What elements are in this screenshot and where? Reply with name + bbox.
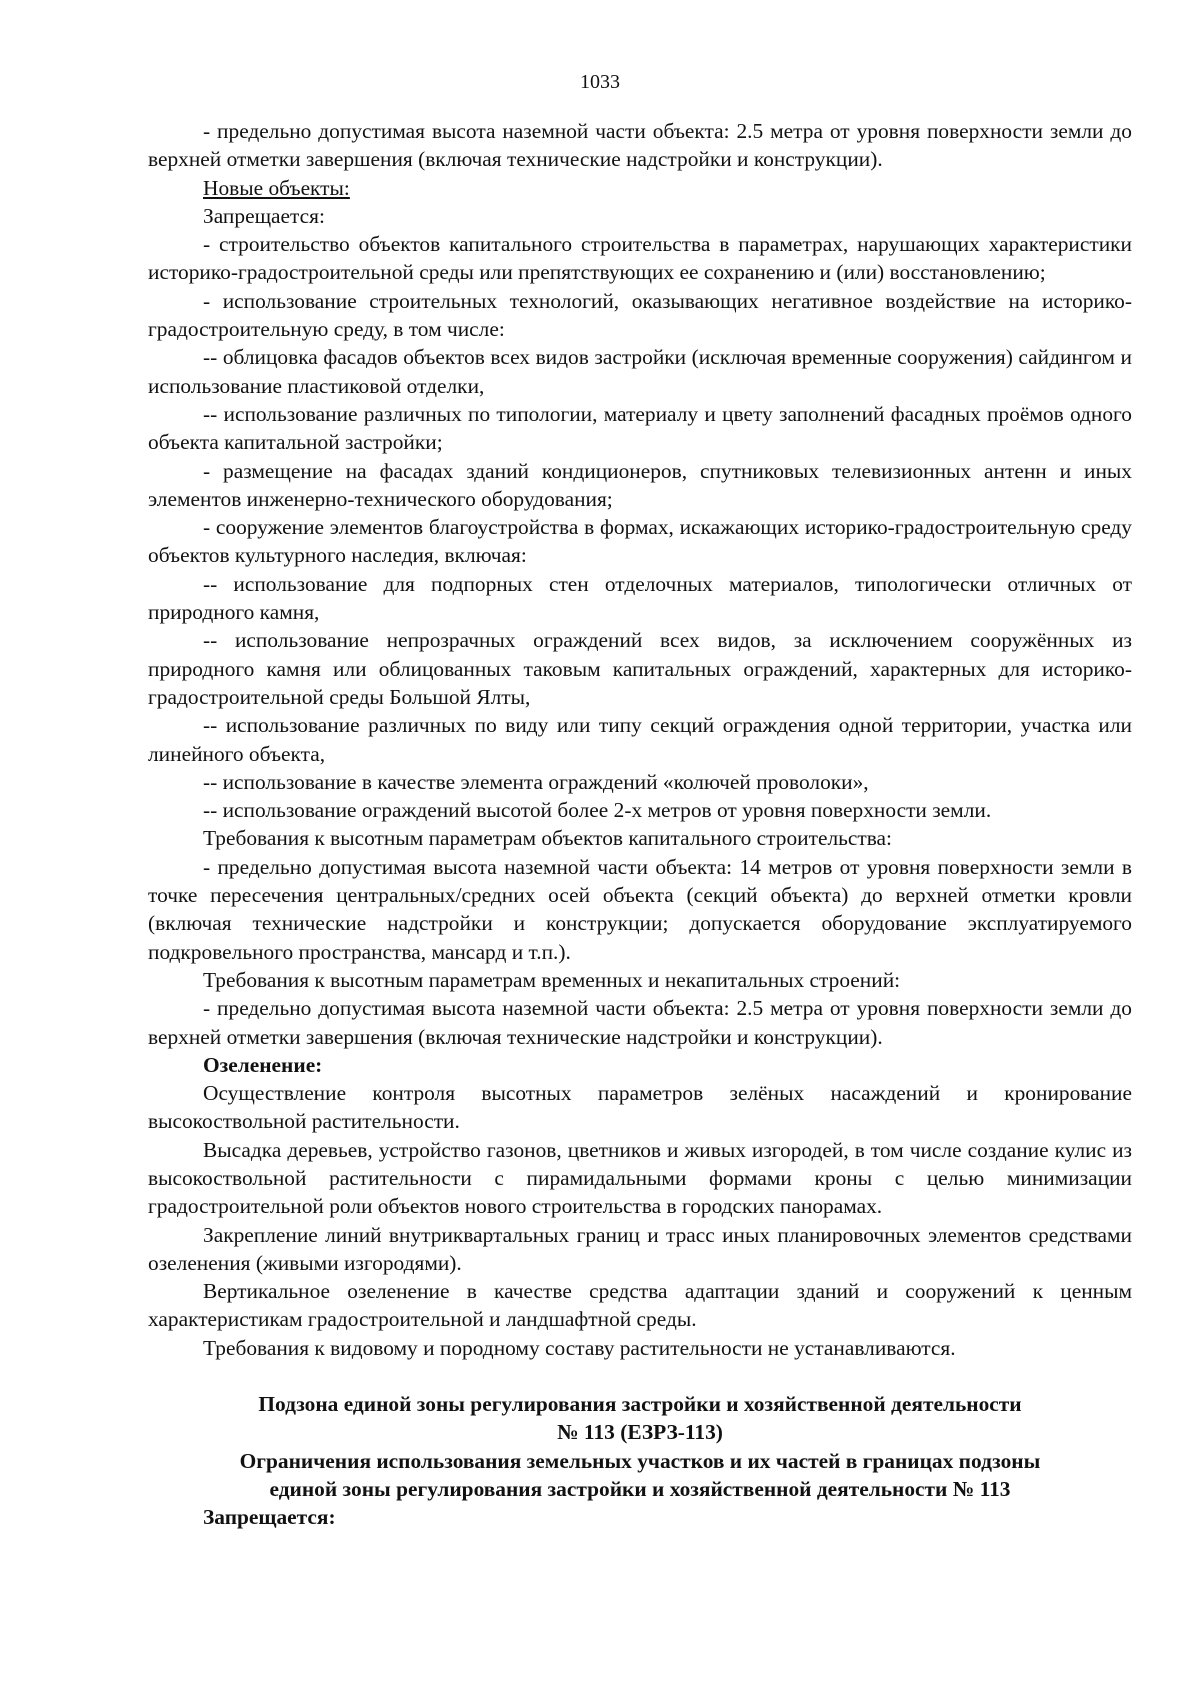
paragraph: Высадка деревьев, устройство газонов, цветников и живых изгородей, в том числе создание кулис из высокоствольной растительности с пирамидальными формами кроны с целью минимизации градостроительной роли объектов нового строительства в городских панорамах.: [148, 1137, 1132, 1219]
subheading-text: Новые объекты:: [203, 175, 350, 200]
paragraph: Вертикальное озеленение в качестве средства адаптации зданий и сооружений к ценным характеристикам градостроительной и ландшафтной среды.: [148, 1279, 1132, 1332]
paragraph: -- облицовка фасадов объектов всех видов застройки (исключая временные сооружения) сайдингом и использование пластиковой отделки,: [148, 345, 1132, 398]
paragraph: - предельно допустимая высота наземной части объекта: 2.5 метра от уровня поверхности земли до верхней отметки завершения (включая технические надстройки и конструкции).: [148, 996, 1132, 1049]
document-body: [148, 117, 1132, 1532]
paragraph: - строительство объектов капитального строительства в параметрах, нарушающих характеристики историко-градостроительной среды или препятствующих ее сохранению и (или) восстановлению;: [148, 232, 1132, 285]
subheading-new-objects: [148, 174, 1132, 202]
section-subtitle-line1: Ограничения использования земельных участков и их частей в границах подзоны: [239, 1448, 1041, 1473]
paragraph: Осуществление контроля высотных параметров зелёных насаждений и кронирование высокоствольной растительности.: [148, 1081, 1132, 1134]
paragraph: Требования к высотным параметрам объектов капитального строительства:: [203, 826, 892, 851]
subheading-greening: Озеленение:: [203, 1052, 323, 1077]
paragraph: Запрещается:: [203, 203, 325, 228]
spacer: [148, 1362, 1132, 1390]
paragraph: -- использование различных по типологии, материалу и цвету заполнений фасадных проёмов одного объекта капитальной застройки;: [148, 401, 1132, 455]
paragraph: - предельно допустимая высота наземной части объекта: 14 метров от уровня поверхности земли в точке пересечения центральных/средних осей объекта (секций объекта) до верхней отметки кровли (включая технические надстройки и конструкции; допускается оборудование эксплуатируемого подкровельного пространства, мансард и т.п.).: [148, 854, 1132, 964]
section-title-line1: Подзона единой зоны регулирования застройки и хозяйственной деятельности: [258, 1392, 1022, 1417]
paragraph: Требования к видовому и породному составу растительности не устанавливаются.: [203, 1335, 956, 1360]
paragraph: - использование строительных технологий, оказывающих негативное воздействие на историко-градостроительную среду, в том числе:: [148, 288, 1132, 342]
paragraph: -- использование непрозрачных ограждений всех видов, за исключением сооружённых из природного камня или облицованных таковым капитальных ограждений, характерных для историко-градостроительной среды Большой Ялты,: [148, 628, 1132, 709]
prohibited-label: Запрещается:: [203, 1505, 336, 1530]
paragraph: - размещение на фасадах зданий кондиционеров, спутниковых телевизионных антенн и иных элементов инженерно-технического оборудования;: [148, 458, 1132, 511]
paragraph: - сооружение элементов благоустройства в формах, искажающих историко-градостроительную среду объектов культурного наследия, включая:: [148, 515, 1132, 568]
section-subtitle-line2: единой зоны регулирования застройки и хозяйственной деятельности № 113: [269, 1476, 1011, 1501]
paragraph: Закрепление линий внутриквартальных границ и трасс иных планировочных элементов средствами озеленения (живыми изгородями).: [148, 1222, 1132, 1275]
paragraph: - предельно допустимая высота наземной части объекта: 2.5 метра от уровня поверхности земли до верхней отметки завершения (включая технические надстройки и конструкции).: [148, 119, 1132, 172]
section-title-line2: № 113 (ЕЗРЗ-113): [557, 1420, 723, 1445]
paragraph: -- использование различных по виду или типу секций ограждения одной территории, участка или линейного объекта,: [148, 713, 1132, 766]
paragraph: -- использование в качестве элемента ограждений «колючей проволоки»,: [203, 769, 869, 794]
paragraph: -- использование ограждений высотой более 2-х метров от уровня поверхности земли.: [203, 798, 992, 823]
paragraph: Требования к высотным параметрам временных и некапитальных строений:: [203, 967, 901, 992]
paragraph: -- использование для подпорных стен отделочных материалов, типологически отличных от природного камня,: [148, 571, 1132, 625]
page-number: 1033: [580, 71, 620, 93]
